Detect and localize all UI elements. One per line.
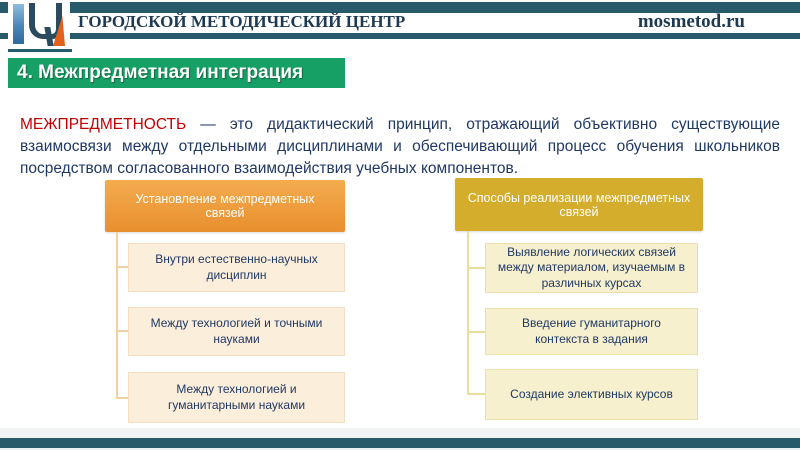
diagram-right-item-3: Создание элективных курсов: [485, 369, 698, 420]
footer-gray-band: [0, 428, 800, 438]
connector-right-vertical: [467, 231, 469, 394]
connector-left-vertical: [116, 232, 118, 398]
diagram-left-item-2: Между технологией и точными науками: [128, 307, 345, 356]
site-url: mosmetod.ru: [637, 11, 745, 32]
slide-title: 4. Межпредметная интеграция: [8, 58, 345, 88]
diagram-left-item-3: Между технологией и гуманитарными науками: [128, 372, 345, 423]
org-name: ГОРОДСКОЙ МЕТОДИЧЕСКИЙ ЦЕНТР: [78, 12, 406, 31]
gmc-logo: [8, 0, 70, 49]
connector-right-stub-2: [467, 331, 485, 333]
definition-term: МЕЖПРЕДМЕТНОСТЬ: [20, 115, 187, 133]
diagram-right-item-2: Введение гуманитарного контекста в задания: [485, 308, 698, 355]
diagram-left-header: Установление межпредметных связей: [105, 180, 345, 232]
definition-text: — это дидактический принцип, отражающий объективно существующие взаимосвязи между отдельными дисциплинами и обеспечивающий процесс обучения школьников посредством согласованного взаимодействия учебных компонентов.: [20, 115, 780, 177]
diagram-right-header: Способы реализации межпредметных связей: [455, 178, 703, 231]
connector-right-stub-1: [467, 267, 485, 269]
diagram-left-item-1: Внутри естественно-научных дисциплин: [128, 243, 345, 292]
definition-paragraph: [20, 114, 780, 180]
connector-right-stub-3: [467, 393, 485, 395]
footer-teal-bar: [0, 438, 800, 448]
logo-underline: [8, 49, 72, 52]
diagram-right-item-1: Выявление логических связей между материалом, изучаемым в различных курсах: [485, 243, 698, 293]
logo-blue-stripe-icon: [13, 4, 24, 44]
